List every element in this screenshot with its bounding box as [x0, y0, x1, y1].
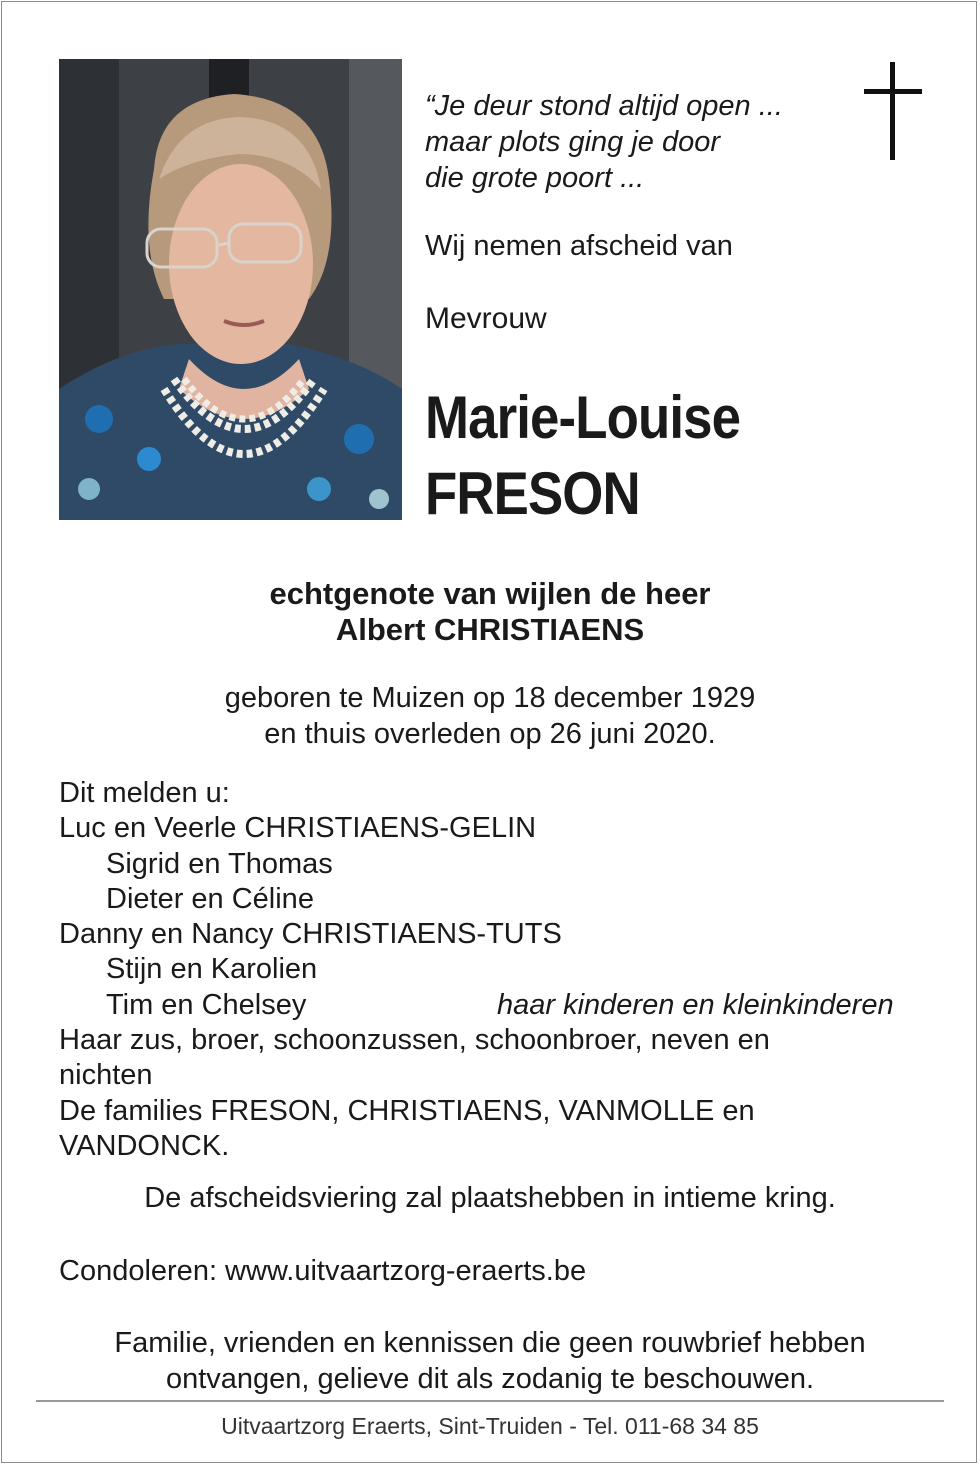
family-siblings: Haar zus, broer, schoonzussen, schoonbroer, neven en [59, 1024, 770, 1057]
last-name: FRESON [425, 460, 640, 527]
family-families: De families FRESON, CHRISTIAENS, VANMOLLE en [59, 1094, 755, 1127]
first-name: Marie-Louise [425, 384, 741, 451]
family-siblings-cont: nichten [59, 1059, 153, 1092]
farewell-text: Wij nemen afscheid van [425, 230, 733, 262]
quote-line: “Je deur stond altijd open ... [425, 90, 783, 122]
family-role: haar kinderen en kleinkinderen [497, 988, 894, 1021]
notice-line: ontvangen, gelieve dit als zodanig te beschouwen. [165, 1363, 815, 1395]
family-intro: Dit melden u: [59, 777, 230, 809]
deceased-name [425, 380, 740, 532]
family-grandchild: Sigrid en Thomas [106, 847, 333, 880]
family-grandchild: Stijn en Karolien [106, 953, 318, 986]
family-child: Luc en Veerle CHRISTIAENS-GELIN [59, 812, 537, 845]
family-grandchild: Dieter en Céline [106, 882, 314, 915]
divider [36, 1400, 944, 1402]
life-dates [0, 680, 980, 752]
spouse-line: echtgenote van wijlen de heer [269, 576, 711, 611]
portrait-photo [59, 59, 402, 520]
notice-line: Familie, vrienden en kennissen die geen rouwbrief hebben [114, 1327, 866, 1359]
honorific: Mevrouw [425, 302, 547, 335]
family-grandchild-row [59, 988, 939, 1023]
memorial-quote [425, 88, 845, 196]
family-child: Danny en Nancy CHRISTIAENS-TUTS [59, 918, 562, 951]
ceremony-info: De afscheidsviering zal plaatshebben in intieme kring. [144, 1182, 836, 1214]
cross-icon [864, 62, 922, 160]
notice-text [0, 1325, 980, 1397]
spouse-name: Albert CHRISTIAENS [335, 612, 645, 647]
quote-line: maar plots ging je door [425, 126, 720, 158]
quote-line: die grote poort ... [425, 162, 645, 194]
spouse-info [0, 576, 980, 648]
family-families-cont: VANDONCK. [59, 1129, 230, 1162]
family-list [59, 776, 939, 1164]
funeral-home-footer: Uitvaartzorg Eraerts, Sint-Truiden - Tel. 011-68 34 85 [221, 1413, 759, 1439]
death-info: en thuis overleden op 26 juni 2020. [264, 718, 716, 750]
birth-info: geboren te Muizen op 18 december 1929 [224, 682, 756, 714]
condolences-link[interactable]: Condoleren: www.uitvaartzorg-eraerts.be [59, 1255, 587, 1287]
family-grandchild: Tim en Chelsey [106, 988, 307, 1021]
